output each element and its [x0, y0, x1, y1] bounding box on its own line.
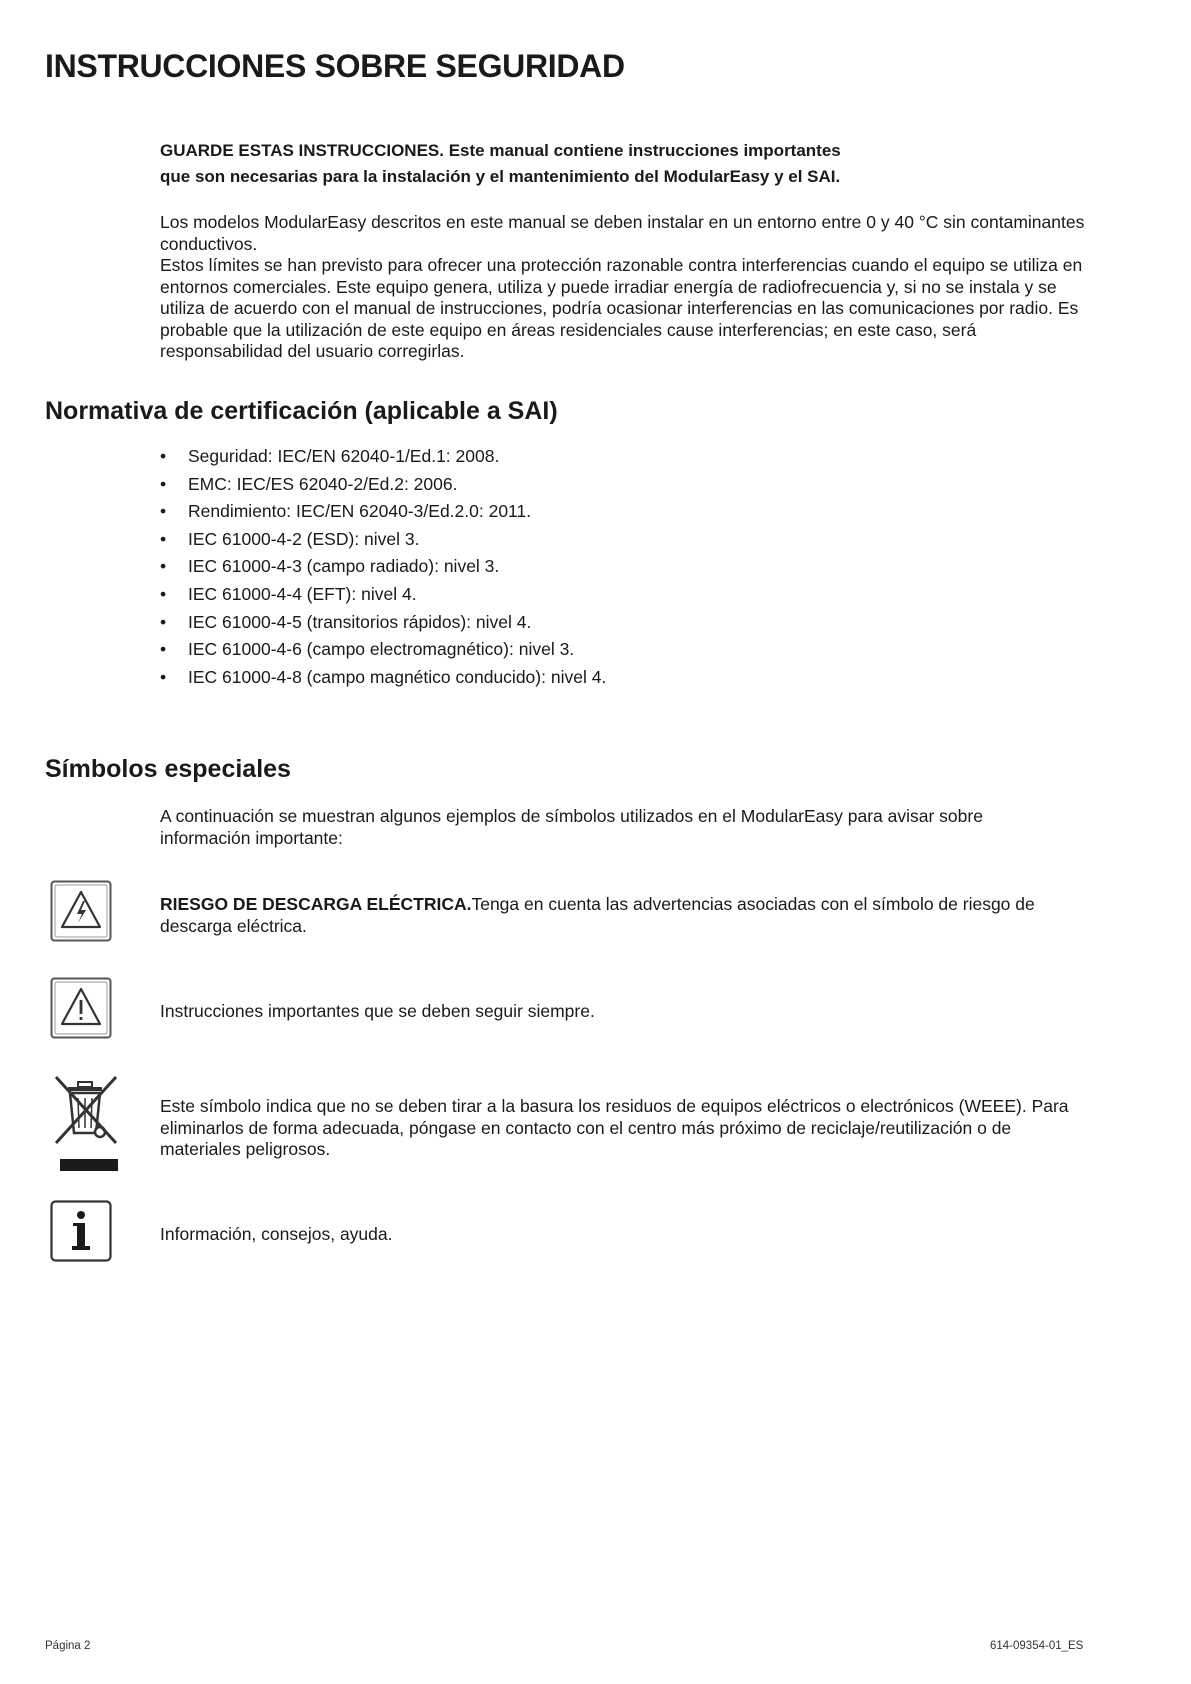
bullet: •: [160, 473, 167, 494]
list-item-text: EMC: IEC/ES 62040-2/Ed.2: 2006.: [188, 473, 458, 494]
list-item-text: Seguridad: IEC/EN 62040-1/Ed.1: 2008.: [188, 446, 500, 466]
list-item: [160, 443, 606, 471]
bullet: •: [160, 639, 167, 660]
list-item-text: IEC 61000-4-2 (ESD): nivel 3.: [188, 528, 420, 549]
weee-crossed-bin-icon: [50, 1073, 126, 1177]
list-item: [160, 471, 606, 499]
bullet: •: [160, 666, 167, 687]
bullet: •: [160, 528, 167, 549]
list-item: [160, 609, 606, 637]
certification-list: [160, 443, 606, 691]
intro-bold-line-2: que son necesarias para la instalación y el mantenimiento del ModularEasy y el SAI.: [160, 167, 841, 186]
certification-heading: Normativa de certificación (aplicable a SAI): [45, 397, 558, 425]
bullet: •: [160, 556, 167, 577]
list-item: [160, 553, 606, 581]
footer-document-code: 614-09354-01_ES: [990, 1640, 1084, 1652]
symbol-row-electric-shock: [50, 880, 1100, 944]
symbol-description: Este símbolo indica que no se deben tirar a la basura los residuos de equipos eléctricos o electrónicos (WEEE). Para eliminarlos de forma adecuada, póngase en contacto con el centro más próximo de reciclaje/reutilización o de materiales peligrosos.: [160, 1096, 1069, 1159]
list-item-text: IEC 61000-4-4 (EFT): nivel 4.: [188, 583, 417, 604]
list-item-text: IEC 61000-4-6 (campo electromagnético): nivel 3.: [188, 639, 575, 660]
list-item: [160, 498, 606, 526]
symbol-description: [160, 894, 1070, 937]
intro-paragraph-environment: Los modelos ModularEasy descritos en este manual se deben instalar en un entorno entre 0 y 40 °C sin contaminantes conductivos.: [160, 212, 1085, 254]
list-item: [160, 636, 606, 664]
bullet: •: [160, 583, 167, 604]
electric-shock-warning-icon: [50, 880, 112, 942]
caution-warning-icon: [50, 977, 112, 1039]
symbol-description-strong: RIESGO DE DESCARGA ELÉCTRICA.: [160, 894, 472, 914]
symbol-description: Información, consejos, ayuda.: [160, 1224, 393, 1244]
symbol-description: Instrucciones importantes que se deben seguir siempre.: [160, 1001, 595, 1021]
intro-bold-line-1: GUARDE ESTAS INSTRUCCIONES. Este manual contiene instrucciones importantes: [160, 141, 841, 160]
list-item-text: Rendimiento: IEC/EN 62040-3/Ed.2.0: 2011.: [188, 501, 532, 522]
bullet: •: [160, 446, 167, 466]
page-title: INSTRUCCIONES SOBRE SEGURIDAD: [45, 48, 625, 84]
symbols-intro: [160, 806, 1060, 849]
list-item-text: IEC 61000-4-8 (campo magnético conducido): nivel 4.: [188, 666, 607, 687]
list-item-text: IEC 61000-4-5 (transitorios rápidos): nivel 4.: [188, 611, 532, 632]
bullet: •: [160, 611, 167, 632]
symbol-row-weee: [50, 1073, 1100, 1177]
list-item-text: IEC 61000-4-3 (campo radiado): nivel 3.: [188, 556, 500, 577]
bullet: •: [160, 501, 167, 522]
list-item: [160, 526, 606, 554]
symbol-description-text: Tenga en cuenta las advertencias asociadas con el símbolo de riesgo de descarga eléctrica.: [160, 894, 1035, 936]
symbol-row-caution: [50, 977, 1100, 1041]
symbols-intro-text: A continuación se muestran algunos ejemplos de símbolos utilizados en el ModularEasy para avisar sobre información importante:: [160, 806, 983, 848]
intro-paragraph-interference: Estos límites se han previsto para ofrecer una protección razonable contra interferencias cuando el equipo se utiliza en entornos comerciales. Este equipo genera, utiliza y puede irradiar energía de radiofrecuencia y, si no se instala y se utiliza de acuerdo con el manual de instrucciones, podría ocasionar interferencias en las comunicaciones por radio. Es probable que la utilización de este equipo en áreas residenciales cause interferencias; en este caso, será responsabilidad del usuario corregirlas.: [160, 255, 1083, 361]
footer-page-number: Página 2: [45, 1640, 91, 1652]
symbols-heading: Símbolos especiales: [45, 755, 291, 783]
intro-notice: [160, 138, 1090, 190]
intro-paragraphs: [160, 212, 1090, 363]
list-item: [160, 664, 606, 692]
information-icon: [50, 1200, 112, 1262]
symbol-row-information: [50, 1200, 1100, 1264]
list-item: [160, 581, 606, 609]
